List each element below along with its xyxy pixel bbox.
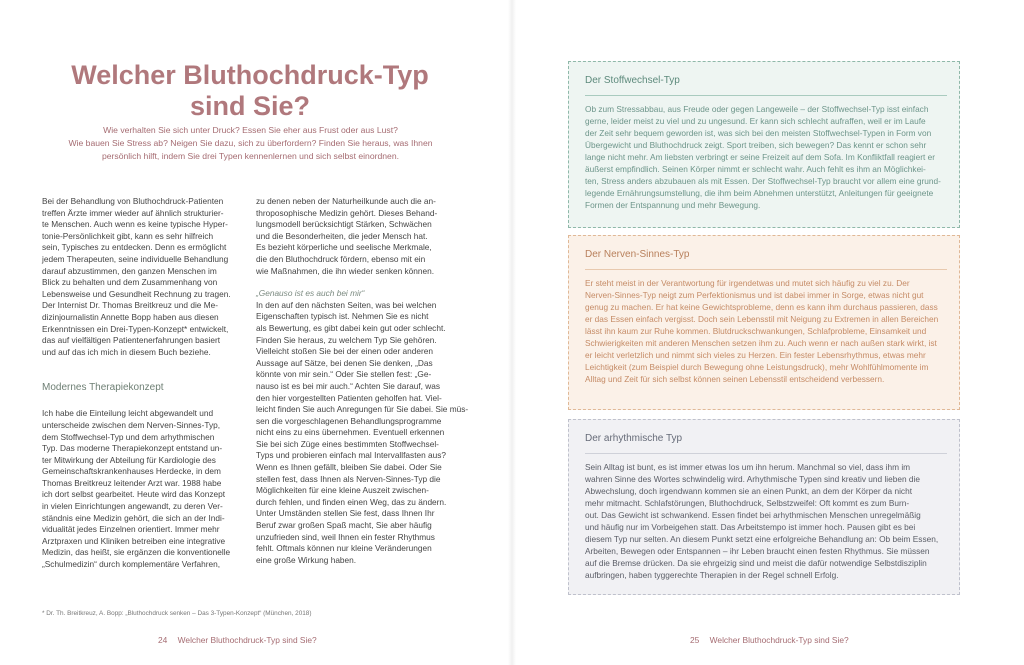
paragraph-4 (256, 299, 469, 567)
text-line: stellen fest, dass Ihnen als Nerven-Sinnes-Typ die (256, 473, 441, 484)
info-box-arhythmisch (568, 419, 960, 595)
text-line: eine große Wirkung haben. (256, 554, 357, 565)
text-line: Arbeiten, Bewegen oder Entspannen – ihr Leben braucht einen festen Rhythmus. Sie müssen (585, 546, 930, 556)
text-line: nauso ist es bei mir auch.“ Achten Sie darauf, was (256, 380, 441, 391)
text-line: Blick zu behalten und dem Zusammenhang von (42, 277, 218, 288)
section-heading: Modernes Therapiekonzept (42, 382, 164, 394)
text-line: der Zeit sehr bequem geworden ist, was sich bei den meisten Stoffwechsel-Typen in Form von (585, 128, 932, 138)
info-box-stoffwechsel (568, 61, 960, 228)
text-line: Er steht meist in der Verantwortung für irgendetwas und mutet sich häufig zu viel zu. Der (585, 278, 910, 288)
text-line: Nerven-Sinnes-Typ neigt zum Perfektionismus und ist dabei immer in Sorge, etwas nicht gut (585, 290, 924, 300)
text-line: sen die vorgeschlagenen Behandlungsprogramme (256, 415, 442, 426)
intro-line: Wie verhalten Sie sich unter Druck? Essen Sie eher aus Frust oder aus Lust? (103, 125, 398, 135)
text-line: throposophische Medizin gehört. Dieses Behand- (256, 207, 438, 218)
text-line: Finden Sie heraus, zu welchem Typ Sie gehören. (256, 334, 437, 345)
text-line: ter Mitwirkung der Abteilung für Kardiologie des (42, 454, 216, 465)
text-line: diesem Typ nur selten. An diesem Punkt setzt eine erfolgreiche Behandlung an: Ob beim Essen, (585, 534, 939, 544)
text-line: Thomas Breitkreuz leitender Arzt war. 1988 habe (42, 477, 222, 488)
text-line: Möglichkeiten für eine kleine Auszeit zwischen- (256, 485, 429, 496)
text-line: lungsmodell berücksichtigt Stärken, Schwächen (256, 219, 432, 230)
text-line: te Menschen. Auch wenn es keine typische Hyper- (42, 219, 228, 230)
text-line: und die Besonderheiten, die jeder Mensch hat. (256, 230, 428, 241)
text-line: Vielleicht stoßen Sie bei der einen oder anderen (256, 346, 433, 357)
text-line: Bei der Behandlung von Bluthochdruck-Patienten (42, 196, 224, 206)
text-line: Typ. Das moderne Therapiekonzept entstand un- (42, 443, 223, 454)
text-line: auf die Bremse drücken. Da sie ehrgeizig sind und meist die dafür notwendige Selbstdisziplin (585, 558, 927, 568)
pull-quote: „Genauso ist es auch bei mir“ (256, 288, 365, 299)
text-line: lange nicht mehr. Am liebsten verbringt er seine Freizeit auf dem Sofa. Im Konfliktfall reagiert er (585, 152, 936, 162)
title-line-1: Welcher Bluthochdruck-Typ (71, 60, 429, 90)
text-line: nicht eins zu eins übernehmen. Eventuell erkennen (256, 427, 445, 438)
text-line: er das Essen einfach vergisst. Doch sein Lebensstil mit Neigung zu Extremen in allen Bereichen (585, 314, 939, 324)
text-line: Schwierigkeiten mit anderen Menschen setzen ihm zu. Auch wenn er nach außen stark wirkt, ist (585, 338, 937, 348)
text-line: unterscheide zwischen dem Nerven-Sinnes-Typ, (42, 419, 221, 430)
text-line: out. Das Gewicht ist schwankend. Essen findet bei arhythmischen Menschen unregelmäßig (585, 510, 921, 520)
box-title: Der arhythmische Typ (585, 433, 683, 444)
info-box-nerven-sinnes (568, 235, 960, 410)
text-line: treffen Ärzte immer wieder auf ähnlich strukturier- (42, 207, 224, 218)
intro-line: persönlich hilft, indem Sie drei Typen kennenlernen und sich selbst einordnen. (102, 150, 399, 161)
running-title: Welcher Bluthochdruck-Typ sind Sie? (177, 635, 317, 645)
text-line: Erkenntnissen ein Drei-Typen-Konzept* entwickelt, (42, 323, 229, 334)
text-line: als Bewertung, es gibt dabei kein gut oder schlecht. (256, 322, 446, 333)
paragraph-1 (42, 196, 247, 358)
page-number: 25 (690, 635, 700, 645)
text-line: Beruf zwar großen Spaß macht, Sie aber häufig (256, 520, 432, 531)
text-line: Sie bei sich Züge eines bestimmten Stoffwechsel- (256, 438, 439, 449)
footnote: * Dr. Th. Breitkreuz, A. Bopp: „Bluthochdruck senken – Das 3-Typen-Konzept“ (München, 2018) (42, 610, 312, 617)
text-line: Ob zum Stressabbau, aus Freude oder gegen Langeweile – der Stoffwechsel-Typ isst einfach (585, 104, 929, 114)
text-line: Formen der Entspannung und mehr Bewegung. (585, 200, 761, 210)
page-title (60, 60, 440, 122)
text-line: Es bezieht körperliche und seelische Merkmale, (256, 242, 432, 253)
text-line: den hier vorgestellten Patienten geholfen hat. Viel- (256, 392, 442, 403)
box-text (585, 461, 947, 581)
text-line: in vielen Einrichtungen angewandt, zu deren Ver- (42, 501, 223, 512)
title-line-2: sind Sie? (189, 91, 311, 121)
text-line: dizinjournalistin Annette Bopp haben aus diesen (42, 311, 219, 322)
text-line: gerne, leider meist zu viel und zu ungesund. Er kann sich schlecht aufraffen, weil er im Laufe (585, 116, 926, 126)
text-line: Gemeinschaftskrankenhauses Herdecke, in dem (42, 466, 221, 477)
text-line: Übergewicht und Bluthochdruck zeigt. Sport treiben, sich bewegen? Das kennt er schon sehr (585, 140, 927, 150)
box-title: Der Stoffwechsel-Typ (585, 75, 680, 86)
text-line: die den Bluthochdruck fördern, ebenso mit ein (256, 253, 426, 264)
box-text (585, 103, 947, 211)
text-line: wie Maßnahmen, die ihn wieder senken können. (256, 265, 435, 276)
text-line: durch fehlen, und finden einen Weg, das zu ändern. (256, 496, 447, 507)
intro-text (48, 124, 453, 162)
text-line: tonie-Persönlichkeit gibt, kann es sehr hilfreich (42, 230, 214, 241)
text-line: ständnis eine Medizin gehört, die sich an der Indi- (42, 512, 225, 523)
text-line: lässt ihn kaum zur Ruhe kommen. Blutdruckschwankungen, Schlafprobleme, Einsamkeit und (585, 326, 927, 336)
box-text (585, 277, 947, 385)
text-line: legende Ernährungsumstellung, die ihm beim Abnehmen unterstützt, Anleitungen für geeignete (585, 188, 934, 198)
text-line: Abwechslung, doch irgendwann kommen sie an einen Punkt, an dem der Körper da nicht (585, 486, 913, 496)
text-line: Typs und probieren einfach mal Intervallfasten aus? (256, 450, 447, 461)
text-line: fehlt. Oftmals können nur kleine Veränderungen (256, 543, 432, 554)
text-line: und häufig nur im Vorbeigehen statt. Das Arbeitstempo ist immer hoch. Pausen gibt es bei (585, 522, 916, 532)
text-line: sein, Typisches zu entdecken. Denn es ermöglicht (42, 242, 227, 253)
text-line: dem Stoffwechsel-Typ und dem arhythmischen (42, 431, 215, 442)
paragraph-3 (256, 196, 464, 277)
page-footer-right (690, 635, 849, 645)
text-line: wahren Sinne des Wortes schwindelig wird. Arhythmische Typen sind kreativ und lieben die (585, 474, 920, 484)
text-line: Leichtigkeit (zum Beispiel durch Bewegung ohne Leistungsdruck), mehr Wohlfühlmomente im (585, 362, 929, 372)
text-line: aufbringen, haben tyggerechte Therapien in der Regel schnell Erfolg. (585, 570, 839, 580)
text-line: Medizin, das heißt, sie ergänzen die konventionelle (42, 547, 231, 558)
text-column-2 (256, 196, 469, 566)
running-title: Welcher Bluthochdruck-Typ sind Sie? (709, 635, 849, 645)
text-line: er leicht verletzlich und nimmt sich vieles zu Herzen. Ein fester Lebensrhythmus, etwas mehr (585, 350, 926, 360)
page-footer-left (158, 635, 317, 645)
box-divider (585, 453, 947, 454)
text-line: leicht finden Sie auch Anregungen für Sie dabei. Sie müs- (256, 404, 469, 415)
text-line: könnte von mir sein.“ Oder Sie stellen fest: „Ge- (256, 369, 432, 380)
text-line: ten, Stress anders abzubauen als mit Essen. Der Stoffwechsel-Typ braucht vor allem eine grund- (585, 176, 941, 186)
text-line: Wenn es Ihnen gefällt, bleiben Sie dabei. Oder Sie (256, 462, 442, 473)
text-line: Eigenschaften typisch ist. Nehmen Sie es nicht (256, 311, 429, 322)
text-line: Ich habe die Einteilung leicht abgewandelt und (42, 408, 214, 419)
text-line: Sein Alltag ist bunt, es ist immer etwas los um ihn herum. Manchmal so viel, dass ihm im (585, 462, 911, 472)
text-line: Alltag und Zeit für sich selbst können seinen Lebensstil entscheidend verbessern. (585, 374, 885, 384)
text-line: darauf abzustimmen, den ganzen Menschen im (42, 265, 217, 276)
text-line: vidualität jedes Einzelnen orientiert. Immer mehr (42, 524, 220, 535)
paragraph-2 (42, 408, 247, 570)
box-divider (585, 269, 947, 270)
text-column-1 (42, 196, 247, 571)
text-line: Unter Umständen stellen Sie fest, dass Ihnen Ihr (256, 508, 435, 519)
text-line: und auf das ich mich in diesem Buch beziehe. (42, 346, 211, 357)
text-line: Lebensweise und Gesundheit Rechnung zu tragen. (42, 288, 231, 299)
text-line: zu denen neben der Naturheilkunde auch die an- (256, 196, 436, 206)
text-line: unzufrieden sind, weil Ihnen ein fester Rhythmus (256, 531, 435, 542)
text-line: In den auf den nächsten Seiten, was bei welchen (256, 299, 437, 310)
text-line: äußerst empfindlich. Seinen Körper nimmt er schlecht wahr. Auch fehlt es ihm an Möglichkei- (585, 164, 926, 174)
intro-line: Wie bauen Sie Stress ab? Neigen Sie dazu, sich zu überfordern? Finden Sie heraus, was Ihnen (68, 137, 433, 148)
text-line: ich dort selbst gearbeitet. Heute wird das Konzept (42, 489, 226, 500)
text-line: Arztpraxen und Kliniken betreiben eine integrative (42, 535, 226, 546)
text-line: Aussage auf Sätze, bei denen Sie denken, „Das (256, 357, 433, 368)
text-line: jedem Therapeuten, seine individuelle Behandlung (42, 253, 229, 264)
text-line: Der Internist Dr. Thomas Breitkreuz und die Me- (42, 300, 218, 311)
right-page (512, 0, 1024, 665)
text-line: genug zu machen. Er hat keine Gewichtsprobleme, denn es kann ihm durchaus passieren, dass (585, 302, 938, 312)
text-line: „Schulmedizin“ durch komplementäre Verfahren, (42, 559, 221, 570)
text-line: mehr mitmacht. Schlafstörungen, Bluthochdruck, Selbstzweifel: Oft kommt es zum Burn- (585, 498, 910, 508)
box-title: Der Nerven-Sinnes-Typ (585, 249, 690, 260)
box-divider (585, 95, 947, 96)
text-line: das auf vielfältigen Patientenerfahrungen basiert (42, 335, 221, 346)
page-number: 24 (158, 635, 168, 645)
